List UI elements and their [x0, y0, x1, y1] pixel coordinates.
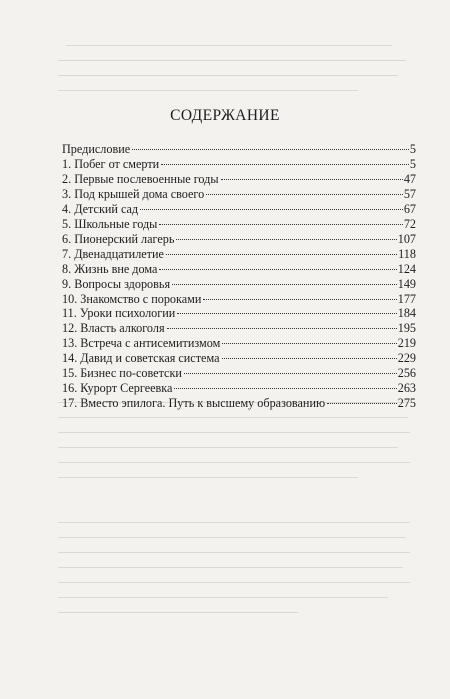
dot-leader — [166, 254, 397, 255]
show-through-line — [58, 462, 410, 463]
toc-entry-page: 124 — [397, 261, 416, 276]
toc-entry — [62, 396, 416, 411]
toc-entry-page: 195 — [397, 321, 416, 336]
show-through-line — [58, 60, 406, 61]
show-through-line — [58, 552, 410, 553]
toc-entry-page: 118 — [398, 246, 416, 261]
toc-entry — [62, 321, 416, 336]
show-through-line — [58, 75, 398, 76]
toc-entry-title: 14. Давид и советская система — [62, 351, 220, 366]
show-through-line — [58, 477, 358, 478]
dot-leader — [221, 179, 403, 180]
toc-entry — [62, 381, 416, 396]
dot-leader — [203, 299, 396, 300]
toc-entry-page: 275 — [397, 396, 416, 411]
show-through-line — [66, 45, 392, 46]
toc-entry — [62, 247, 416, 262]
toc-entry-title: 5. Школьные годы — [62, 216, 158, 231]
toc-entry-title: 13. Встреча с антисемитизмом — [62, 336, 221, 351]
toc-entry-page: 219 — [397, 336, 416, 351]
toc-entry-title: 12. Власть алкоголя — [62, 321, 165, 336]
show-through-line — [58, 612, 298, 613]
dot-leader — [206, 194, 403, 195]
toc-entry-page: 57 — [403, 186, 416, 201]
toc-entry-page: 107 — [397, 231, 416, 246]
toc-entry-title: 4. Детский сад — [62, 201, 139, 216]
dot-leader — [161, 164, 409, 165]
toc-entry — [62, 172, 416, 187]
toc-entry-page: 184 — [397, 306, 416, 321]
toc-entry-page: 229 — [397, 351, 416, 366]
toc-entry — [62, 351, 416, 366]
table-of-contents — [62, 142, 416, 411]
toc-entry — [62, 292, 416, 307]
dot-leader — [177, 313, 396, 314]
toc-entry-page: 263 — [397, 381, 416, 396]
toc-entry-title: 1. Побег от смерти — [62, 156, 160, 171]
toc-entry-page: 5 — [409, 156, 416, 171]
toc-entry — [62, 187, 416, 202]
show-through-line — [58, 597, 388, 598]
page-title: СОДЕРЖАНИЕ — [170, 107, 280, 124]
dot-leader — [172, 284, 397, 285]
toc-entry-title: 8. Жизнь вне дома — [62, 261, 158, 276]
show-through-line — [58, 537, 406, 538]
toc-entry-page: 67 — [403, 201, 416, 216]
show-through-line — [58, 522, 410, 523]
toc-entry — [62, 277, 416, 292]
show-through-line — [58, 90, 358, 91]
dot-leader — [140, 209, 403, 210]
toc-entry — [62, 157, 416, 172]
dot-leader — [132, 149, 409, 150]
dot-leader — [184, 373, 397, 374]
toc-entry — [62, 262, 416, 277]
dot-leader — [222, 343, 396, 344]
show-through-line — [58, 447, 398, 448]
show-through-line — [58, 567, 403, 568]
dot-leader — [222, 358, 397, 359]
toc-entry-page: 256 — [397, 366, 416, 381]
toc-entry-title: 3. Под крышей дома своего — [62, 186, 205, 201]
show-through-line — [58, 582, 410, 583]
toc-entry — [62, 306, 416, 321]
toc-entry — [62, 202, 416, 217]
toc-entry-title: 11. Уроки психологии — [62, 306, 176, 321]
toc-entry — [62, 232, 416, 247]
toc-entry-page: 177 — [397, 291, 416, 306]
dot-leader — [174, 388, 396, 389]
toc-entry-page: 5 — [409, 142, 416, 156]
dot-leader — [159, 224, 402, 225]
toc-entry — [62, 366, 416, 381]
show-through-line — [58, 432, 410, 433]
toc-entry — [62, 142, 416, 157]
dot-leader — [159, 269, 396, 270]
toc-entry-title: 17. Вместо эпилога. Путь к высшему образованию — [62, 396, 326, 411]
toc-entry-title: 16. Курорт Сергеевка — [62, 381, 173, 396]
dot-leader — [176, 239, 396, 240]
toc-entry-title: Предисловие — [62, 142, 131, 156]
toc-entry-title: 7. Двенадцатилетие — [62, 246, 164, 261]
dot-leader — [327, 403, 397, 404]
toc-entry-title: 6. Пионерский лагерь — [62, 231, 175, 246]
dot-leader — [167, 328, 397, 329]
toc-entry-page: 72 — [403, 216, 416, 231]
toc-entry — [62, 217, 416, 232]
toc-entry-title: 15. Бизнес по-советски — [62, 366, 182, 381]
toc-entry-title: 10. Знакомство с пороками — [62, 291, 202, 306]
toc-entry-page: 149 — [397, 276, 416, 291]
toc-entry-title: 2. Первые послевоенные годы — [62, 171, 219, 186]
toc-entry-title: 9. Вопросы здоровья — [62, 276, 171, 291]
show-through-line — [58, 417, 408, 418]
toc-entry-page: 47 — [403, 171, 416, 186]
toc-entry — [62, 336, 416, 351]
